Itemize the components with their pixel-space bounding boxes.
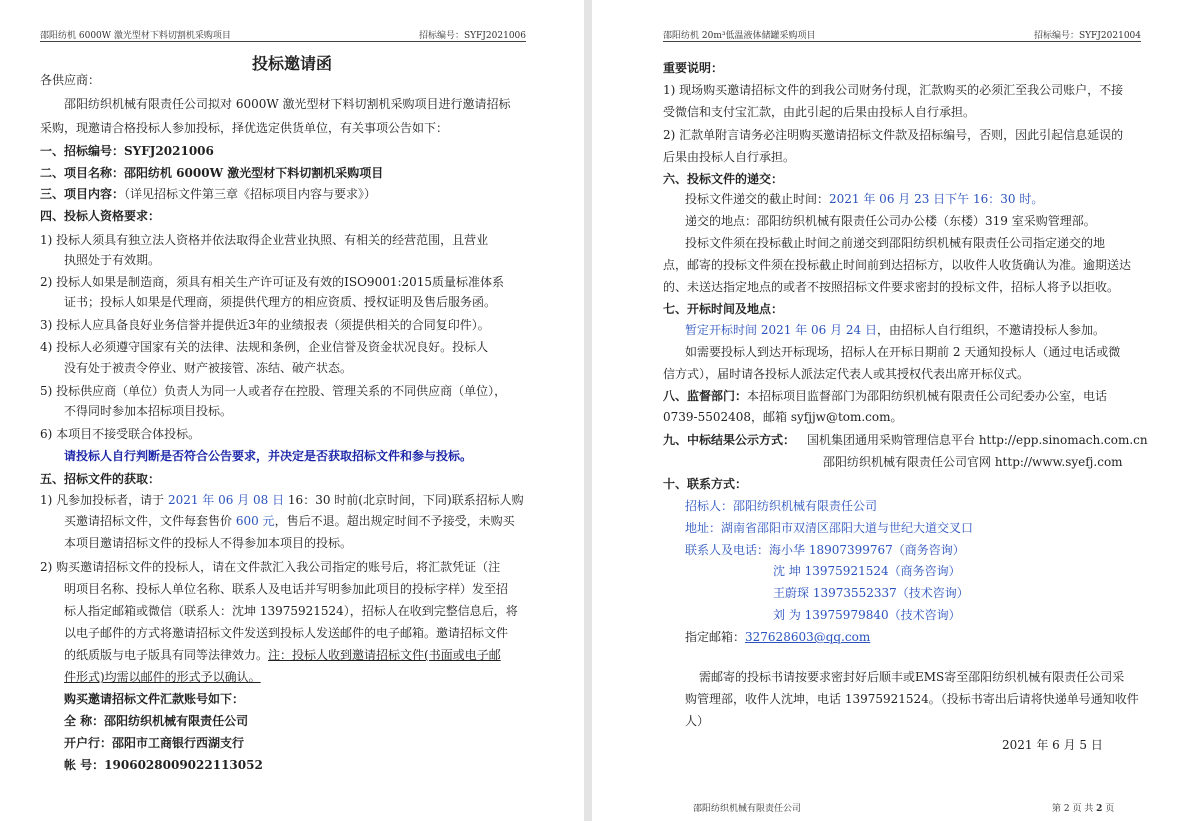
text-run: ，售后不退。超出规定时间不予接受，未购买	[274, 514, 515, 528]
company-website: 邵阳纺织机械有限责任公司官网 http://www.syefj.com	[823, 455, 1123, 469]
text-run: 投标文件递交的截止时间：	[685, 192, 830, 206]
list-item-cont: 不得同时参加本招标项目投标。	[64, 404, 233, 418]
header-tender-number: 招标编号：SYFJ2021004	[1033, 31, 1141, 41]
page-header	[40, 28, 526, 42]
submission-location: 递交的地点：邵阳纺织机械有限责任公司办公楼（东楼）319 室采购管理部。	[685, 214, 1096, 228]
header-project-name: 邵阳纺机 20m³低温液体储罐采购项目	[663, 31, 816, 41]
section-obtain-documents: 五、招标文件的获取：	[40, 472, 161, 486]
section-opening: 七、开标时间及地点：	[663, 302, 784, 316]
list-item: 2) 汇款单附言请务必注明购买邀请招标文件款及招标编号，否则，因此引起信息延误的	[663, 128, 1124, 142]
list-item: 2) 购买邀请招标文件的投标人，请在文件款汇入我公司指定的账号后，将汇款凭证（注	[40, 560, 501, 574]
opening-date: 暂定开标时间 2021 年 06 月 24 日	[685, 323, 877, 337]
bank-account-title: 购买邀请招标文件汇款账号如下：	[64, 692, 245, 706]
opening-time	[663, 323, 1105, 337]
header-project-name: 邵阳纺机 6000W 激光型材下料切割机采购项目	[40, 31, 231, 41]
paragraph-line: 人）	[685, 714, 710, 728]
list-item-cont: 本项目邀请招标文件的投标人不得参加本项目的投标。	[64, 536, 353, 550]
submission-deadline	[663, 192, 1043, 206]
document-price: 600 元	[235, 514, 275, 528]
deadline-date: 2021 年 06 月 23 日下午 16：30 时。	[829, 192, 1044, 206]
section-body: （详见招标文件第三章《招标项目内容与要求》）	[124, 187, 377, 201]
document-page-right	[592, 0, 1193, 821]
important-notes-title: 重要说明：	[663, 61, 724, 75]
text-run: 的纸质版与电子版具有同等法律效力。	[64, 648, 269, 662]
section-qualifications: 四、投标人资格要求：	[40, 209, 161, 223]
list-item: 5) 投标供应商（单位）负责人为同一人或者存在控股、管理关系的不同供应商（单位），	[40, 384, 507, 398]
text-run: 1) 凡参加投标者，请于	[40, 493, 168, 507]
list-item: 1) 现场购买邀请招标文件的到我公司财务付现，汇款购买的必须汇至我公司账户，不接	[663, 83, 1124, 97]
section-result-publication	[663, 433, 1148, 447]
email-link[interactable]: 327628603@qq.com	[745, 630, 871, 644]
list-item-cont: 受微信和支付宝汇款，由此引起的后果由投标人自行承担。	[663, 105, 976, 119]
contact-person: 联系人及电话：海小华 18907399767（商务咨询）	[685, 543, 965, 557]
section-submission: 六、投标文件的递交：	[663, 172, 784, 186]
section-project-name: 二、项目名称：邵阳纺机 6000W 激光型材下料切割机采购项目	[40, 166, 384, 180]
paragraph-line: 投标文件须在投标截止时间之前递交到邵阳纺织机械有限责任公司指定递交的地	[685, 236, 1106, 250]
paragraph-line: 如需要投标人到达开标现场，招标人在开标日期前 2 天通知投标人（通过电话或微	[685, 345, 1121, 359]
list-item: 4) 投标人必须遵守国家有关的法律、法规和条例，企业信誉及资金状况良好。投标人	[40, 340, 489, 354]
text-run: 第 2 页 共	[1052, 804, 1097, 814]
confirmation-note: 注：投标人收到邀请招标文件(书面或电子邮	[268, 648, 501, 662]
document-date: 2021 年 6 月 5 日	[1002, 738, 1103, 752]
document-page-left	[0, 0, 584, 821]
list-item-cont: 标人指定邮箱或微信（联系人：沈坤 13975921524），招标人在收到完整信息后，将	[64, 604, 518, 618]
header-tender-number: 招标编号：SYFJ2021006	[418, 31, 526, 41]
confirmation-note-cont: 件形式)均需以邮件的形式予以确认。	[64, 670, 261, 684]
footer-company: 邵阳纺织机械有限责任公司	[693, 804, 802, 814]
footer-page-number	[1052, 801, 1114, 814]
contact-email	[663, 630, 870, 644]
text-run: 16：30 时前(北京时间，下同)联系招标人购	[284, 493, 524, 507]
paragraph-line: 点，邮寄的投标文件须在投标截止时间前到达招标方，以收件人收货确认为准。逾期送达	[663, 258, 1132, 272]
paragraph-line: 需邮寄的投标书请按要求密封好后顺丰或EMS寄至邵阳纺织机械有限责任公司采	[699, 670, 1125, 684]
section-heading: 九、中标结果公示方式：	[663, 433, 796, 447]
bank-account-name: 全 称：邵阳纺织机械有限责任公司	[64, 714, 249, 728]
eligibility-notice: 请投标人自行判断是否符合公告要求，并决定是否获取招标文件和参与投标。	[64, 449, 473, 463]
list-item: 2) 投标人如果是制造商，须具有相关生产许可证及有效的ISO9001:2015质量标准体系	[40, 275, 505, 289]
intro-line: 采购，现邀请合格投标人参加投标，择优选定供货单位，有关事项公告如下：	[40, 121, 449, 135]
section-body: 本招标项目监督部门为邵阳纺织机械有限责任公司纪委办公室，电话	[747, 389, 1108, 403]
list-item-cont: 以电子邮件的方式将邀请招标文件发送到投标人发送邮件的电子邮箱。邀请招标文件	[64, 626, 509, 640]
contact-person: 刘 为 13975979840（技术咨询）	[773, 608, 961, 622]
list-item: 6) 本项目不接受联合体投标。	[40, 427, 201, 441]
paragraph-line: 的、未送达指定地点的或者不按照招标文件要求密封的投标文件，招标人将予以拒收。	[663, 280, 1120, 294]
list-item: 3) 投标人应具备良好业务信誉并提供近3年的业绩报表（须提供相关的合同复印件）。	[40, 318, 490, 332]
list-item-cont	[40, 648, 501, 662]
text-run: 买邀请招标文件，文件每套售价	[64, 514, 236, 528]
total-pages: 2	[1096, 804, 1103, 814]
paragraph-line: 信方式），届时请各投标人派法定代表人或其授权代表出席开标仪式。	[663, 367, 1030, 381]
list-item-cont	[40, 514, 515, 528]
text-run: 页	[1102, 804, 1115, 814]
section-heading: 三、项目内容：	[40, 187, 125, 201]
list-item-cont: 证书；投标人如果是代理商，须提供代理方的相应资质、授权证明及售后服务函。	[64, 295, 497, 309]
list-item-cont: 没有处于被责令停业、财产被接管、冻结、破产状态。	[64, 361, 353, 375]
contact-address: 地址：湖南省邵阳市双清区邵阳大道与世纪大道交叉口	[685, 521, 974, 535]
section-contact: 十、联系方式：	[663, 477, 748, 491]
section-heading: 八、监督部门：	[663, 389, 748, 403]
list-item-cont: 后果由投标人自行承担。	[663, 150, 796, 164]
list-item	[40, 493, 524, 507]
contact-person: 王蔚琛 13973552337（技术咨询）	[773, 586, 969, 600]
page-title: 投标邀请函	[251, 54, 332, 73]
page-header	[663, 28, 1141, 42]
contact-tenderer: 招标人：邵阳纺织机械有限责任公司	[685, 499, 878, 513]
email-label: 指定邮箱：	[685, 630, 746, 644]
list-item: 1) 投标人须具有独立法人资格并依法取得企业营业执照、有相关的经营范围，且营业	[40, 233, 489, 247]
supervision-contact: 0739-5502408，邮箱 syfjjw@tom.com。	[663, 410, 903, 424]
section-body: 国机集团通用采购管理信息平台 http://epp.sinomach.com.cn	[807, 433, 1148, 447]
list-item-cont: 明项目名称、投标人单位名称、联系人及电话并写明参加此项目的投标字样）发至招	[64, 582, 509, 596]
contact-person: 沈 坤 13975921524（商务咨询）	[773, 564, 961, 578]
section-tender-number: 一、招标编号：SYFJ2021006	[40, 144, 214, 158]
purchase-deadline: 2021 年 06 月 08 日	[167, 493, 285, 507]
section-supervision	[663, 389, 1107, 403]
bank-account-number: 帐 号：1906028009022113052	[64, 758, 263, 772]
text-run: ，由招标人自行组织，不邀请投标人参加。	[876, 323, 1105, 337]
section-project-content	[40, 187, 376, 201]
list-item-cont: 执照处于有效期。	[64, 253, 161, 267]
intro-line: 邵阳纺织机械有限责任公司拟对 6000W 激光型材下料切割机采购项目进行邀请招标	[64, 97, 511, 111]
salutation: 各供应商：	[40, 73, 101, 87]
bank-name: 开户行：邵阳市工商银行西湖支行	[64, 736, 245, 750]
paragraph-line: 购管理部，收件人沈坤，电话 13975921524。（投标书寄出后请将快递单号通知收件	[685, 692, 1139, 706]
